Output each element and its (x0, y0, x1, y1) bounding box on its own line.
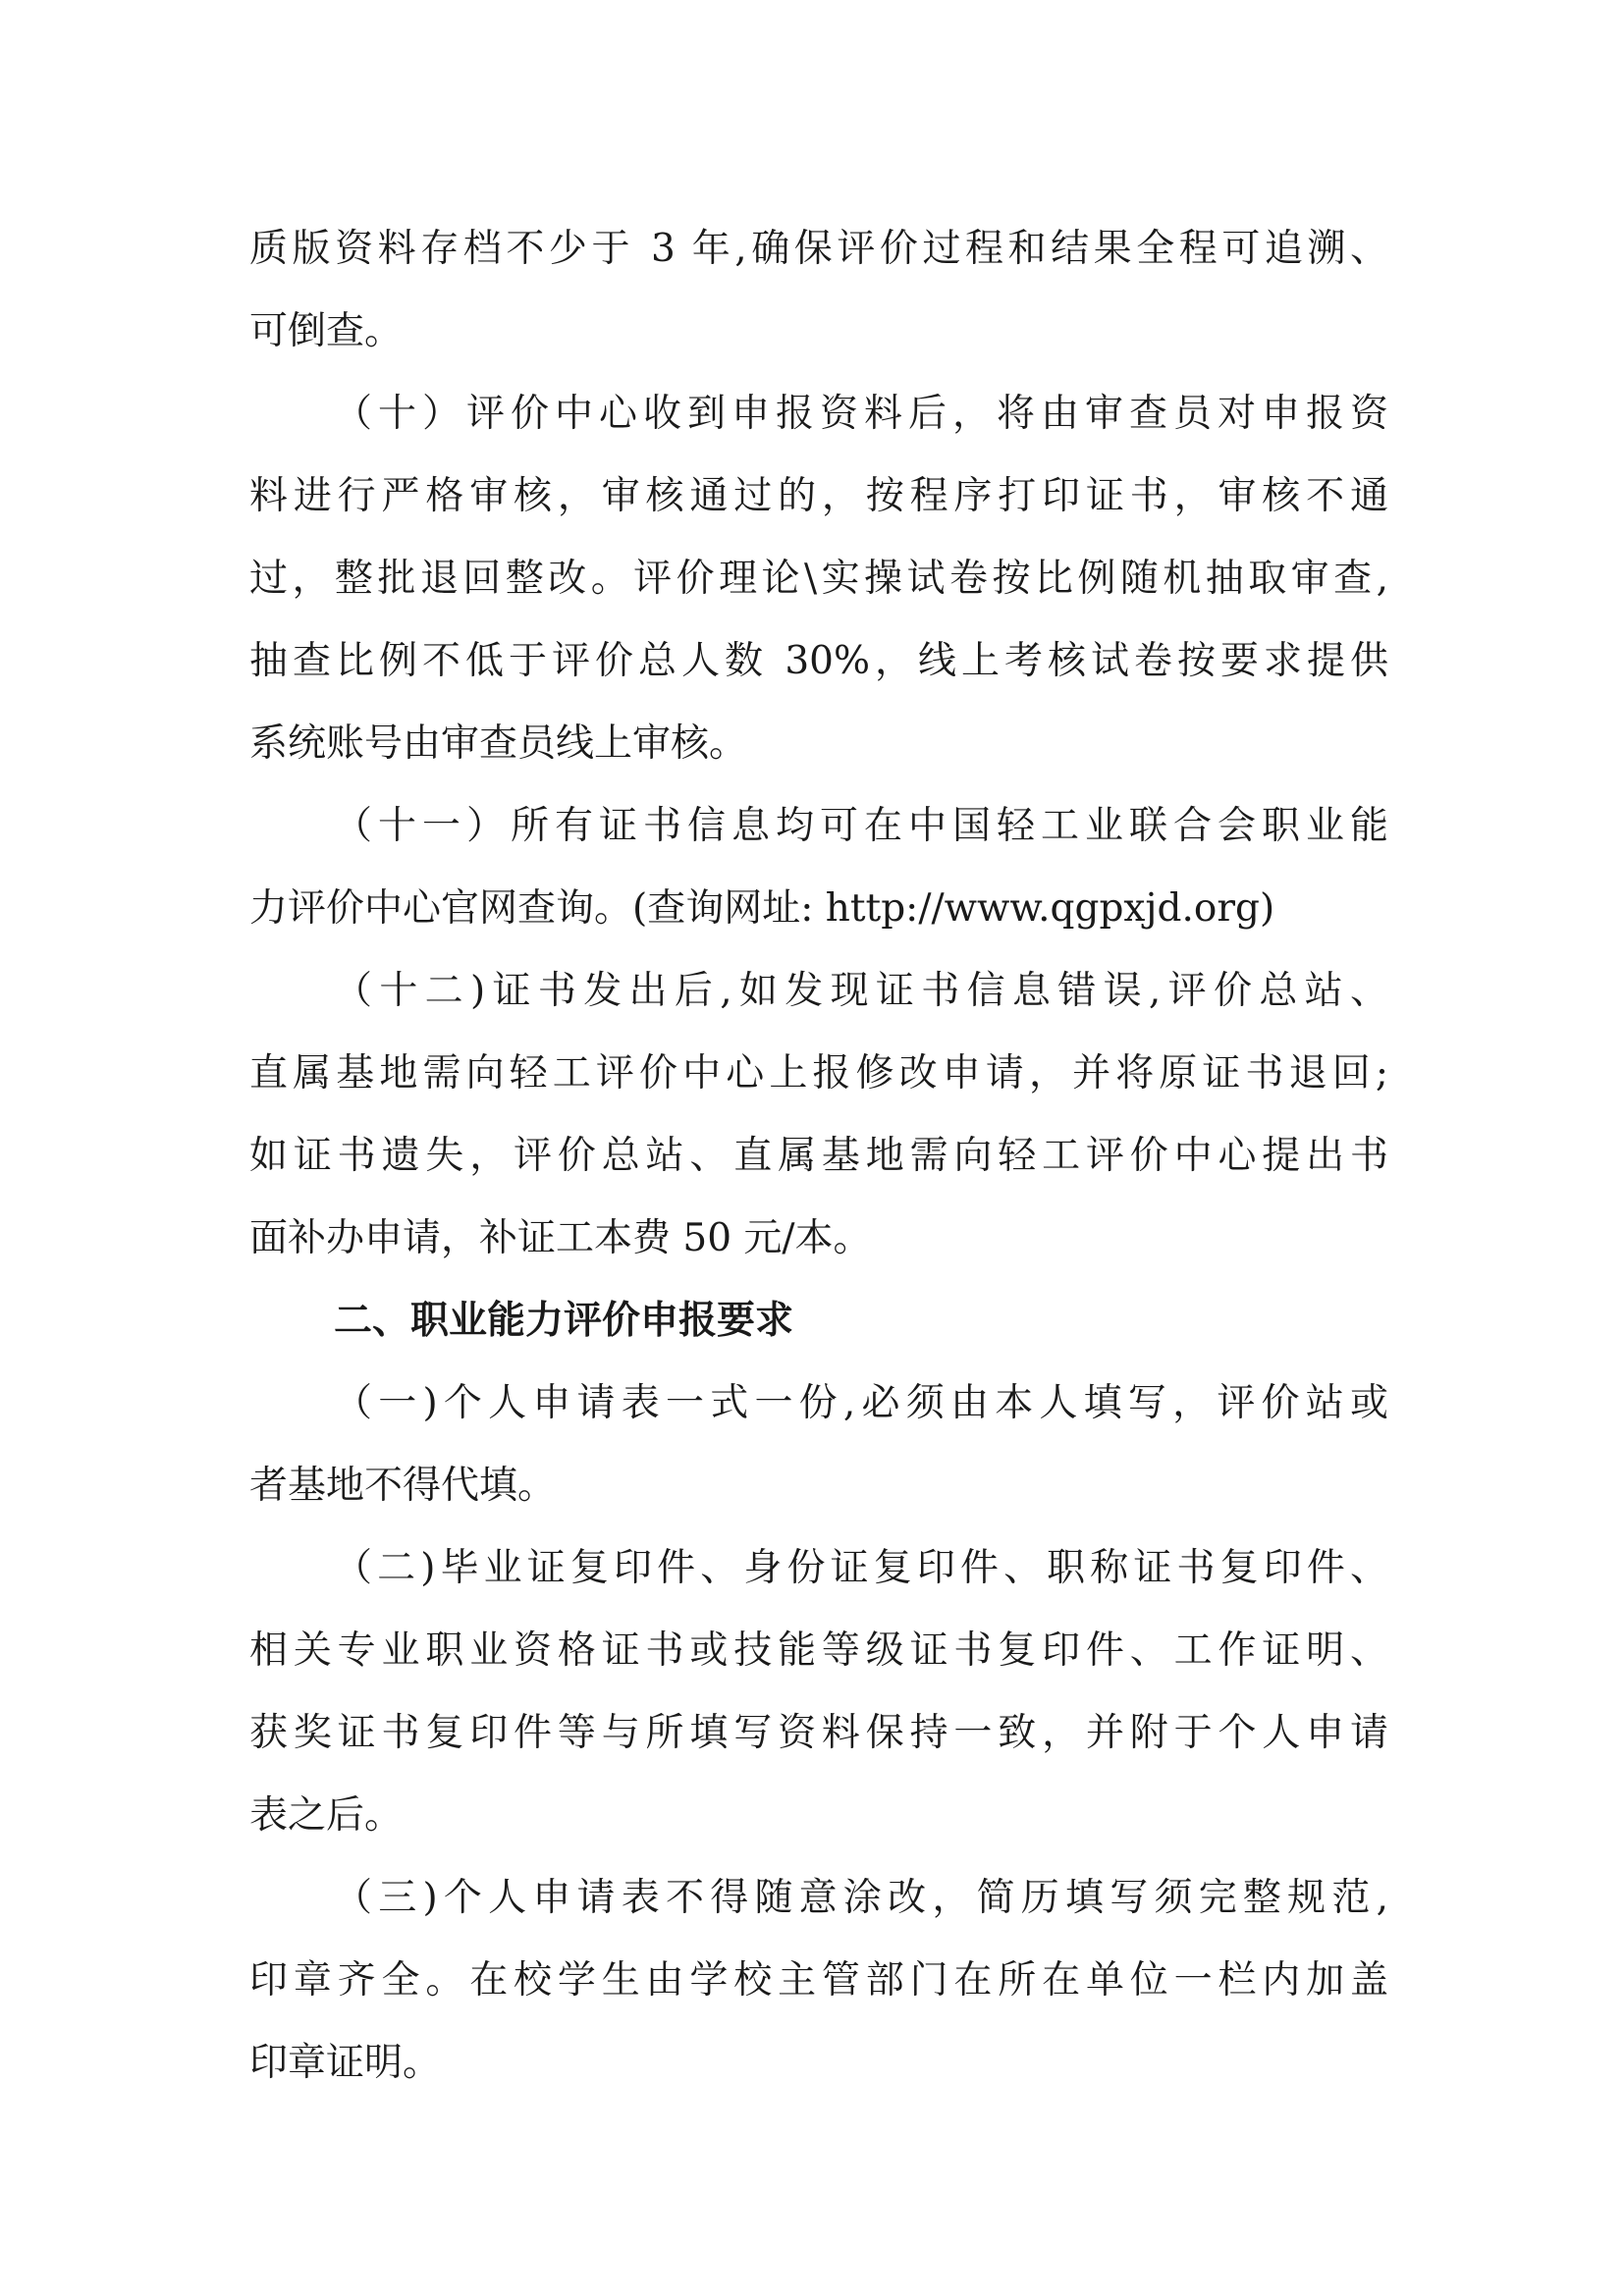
text-line: 获奖证书复印件等与所填写资料保持一致，并附于个人申请 (249, 1711, 1388, 1755)
text-line-with-url: 力评价中心官网查询。(查询网址: http://www.qgpxjd.org) (249, 886, 1275, 931)
paragraph-item-3: （三)个人申请表不得随意涂改，简历填写须完整规范, (334, 1876, 1388, 1920)
text-line: 印章齐全。在校学生由学校主管部门在所在单位一栏内加盖 (249, 1958, 1388, 2002)
paragraph-item-11: （十一）所有证书信息均可在中国轻工业联合会职业能 (334, 804, 1388, 848)
paragraph-item-2: （二)毕业证复印件、身份证复印件、职称证书复印件、 (334, 1546, 1388, 1590)
paragraph-item-12: （十二)证书发出后,如发现证书信息错误,评价总站、 (334, 969, 1388, 1013)
text-line: 者基地不得代填。 (249, 1464, 557, 1508)
section-heading: 二、职业能力评价申报要求 (334, 1299, 794, 1343)
text-line: 过，整批退回整改。评价理论\实操试卷按比例随机抽取审查, (249, 557, 1388, 601)
text-line: 相关专业职业资格证书或技能等级证书复印件、工作证明、 (249, 1629, 1388, 1673)
text-line: 如证书遗失，评价总站、直属基地需向轻工评价中心提出书 (249, 1134, 1388, 1178)
text-line: 直属基地需向轻工评价中心上报修改申请，并将原证书退回; (249, 1051, 1388, 1095)
document-body (249, 208, 1388, 2105)
text-line: 系统账号由审查员线上审核。 (249, 721, 748, 766)
text-line: 抽查比例不低于评价总人数 30%，线上考核试卷按要求提供 (249, 639, 1388, 683)
text-line: 面补办申请，补证工本费 50 元/本。 (249, 1216, 872, 1260)
text-line: 表之后。 (249, 1793, 404, 1838)
text-line: 质版资料存档不少于 3 年,确保评价过程和结果全程可追溯、 (249, 227, 1388, 271)
text-line: 印章证明。 (249, 2041, 442, 2085)
paragraph-item-10: （十）评价中心收到申报资料后，将由审查员对申报资 (334, 392, 1388, 436)
paragraph-item-1: （一)个人申请表一式一份,必须由本人填写，评价站或 (334, 1381, 1388, 1425)
text-line: 料进行严格审核，审核通过的，按程序打印证书，审核不通 (249, 474, 1388, 518)
text-line: 可倒查。 (249, 309, 404, 353)
